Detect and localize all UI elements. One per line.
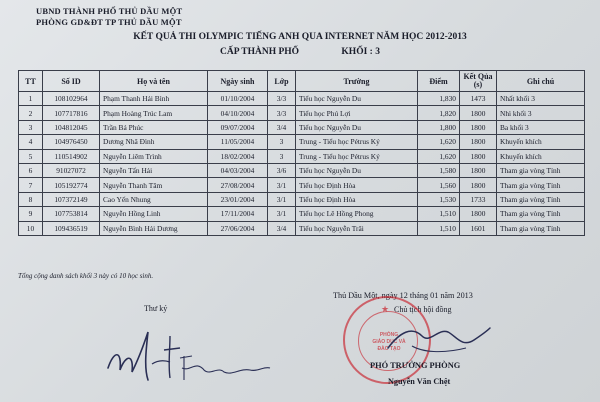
cell-score: 1,510: [418, 207, 460, 221]
table-row: [19, 207, 585, 221]
cell-note: Tham gia vòng Tỉnh: [497, 207, 585, 221]
cell-class: 3/3: [268, 106, 296, 120]
cell-score: 1,620: [418, 149, 460, 163]
stamp-text-line3: ĐÀO TẠO: [377, 346, 401, 352]
col-header-school: Trường: [296, 71, 418, 92]
cell-dob: 27/06/2004: [208, 221, 268, 235]
cell-dob: 27/08/2004: [208, 178, 268, 192]
cell-class: 3/4: [268, 221, 296, 235]
cell-tt: 2: [19, 106, 43, 120]
cell-score: 1,560: [418, 178, 460, 192]
cell-tt: 8: [19, 192, 43, 206]
cell-dob: 09/07/2004: [208, 120, 268, 134]
col-header-tt: TT: [19, 71, 43, 92]
cell-tt: 6: [19, 163, 43, 177]
cell-time: 1473: [460, 92, 497, 106]
cell-id: 104812045: [43, 120, 100, 134]
cell-time: 1800: [460, 120, 497, 134]
cell-note: Tham gia vòng Tỉnh: [497, 221, 585, 235]
cell-name: Nguyễn Liêm Trình: [100, 149, 208, 163]
cell-class: 3/4: [268, 120, 296, 134]
cell-time: 1601: [460, 221, 497, 235]
cell-school: Tiểu học Lê Hồng Phong: [296, 207, 418, 221]
cell-dob: 23/01/2004: [208, 192, 268, 206]
place-date: Thủ Dầu Một, ngày 12 tháng 01 năm 2013: [333, 291, 473, 300]
cell-id: 107717816: [43, 106, 100, 120]
cell-tt: 10: [19, 221, 43, 235]
level-label: CẤP THÀNH PHỐ: [220, 47, 300, 57]
cell-time: 1800: [460, 207, 497, 221]
cell-name: Nguyễn Bình Hải Dương: [100, 221, 208, 235]
document-subtitle: [0, 47, 600, 57]
col-header-dob: Ngày sinh: [208, 71, 268, 92]
cell-note: Tham gia vòng Tỉnh: [497, 163, 585, 177]
cell-score: 1,830: [418, 92, 460, 106]
cell-name: Nguyễn Hồng Linh: [100, 207, 208, 221]
cell-school: Trung - Tiểu học Pétrus Ký: [296, 149, 418, 163]
cell-dob: 17/11/2004: [208, 207, 268, 221]
cell-school: Tiểu học Phú Lợi: [296, 106, 418, 120]
org-name-line2: PHÒNG GD&ĐT TP THỦ DẦU MỘT: [36, 17, 182, 27]
secretary-title: Thư ký: [144, 304, 168, 313]
cell-school: Tiểu học Nguyễn Du: [296, 92, 418, 106]
cell-school: Tiểu học Định Hòa: [296, 192, 418, 206]
cell-school: Tiểu học Định Hòa: [296, 178, 418, 192]
table-row: [19, 92, 585, 106]
cell-tt: 4: [19, 135, 43, 149]
cell-id: 110514902: [43, 149, 100, 163]
cell-name: Phạm Thanh Hải Bình: [100, 92, 208, 106]
cell-name: Dương Nhã Đình: [100, 135, 208, 149]
cell-score: 1,620: [418, 135, 460, 149]
cell-class: 3/1: [268, 207, 296, 221]
cell-id: 91027072: [43, 163, 100, 177]
org-name-line1: UBND THÀNH PHỐ THỦ DẦU MỘT: [36, 6, 183, 16]
cell-id: 107753814: [43, 207, 100, 221]
cell-time: 1800: [460, 163, 497, 177]
cell-tt: 7: [19, 178, 43, 192]
cell-name: Trần Bá Phúc: [100, 120, 208, 134]
secretary-signature: [100, 320, 275, 390]
signer-name: Nguyễn Văn Chệt: [388, 377, 451, 386]
grade-label: KHỐI : 3: [341, 47, 380, 57]
cell-class: 3: [268, 135, 296, 149]
table-row: [19, 192, 585, 206]
cell-class: 3/3: [268, 92, 296, 106]
cell-class: 3/1: [268, 192, 296, 206]
cell-school: Tiểu học Nguyễn Du: [296, 163, 418, 177]
cell-tt: 1: [19, 92, 43, 106]
col-header-name: Họ và tên: [100, 71, 208, 92]
cell-note: Ba khối 3: [497, 120, 585, 134]
col-header-time: Kết Qủa (s): [460, 71, 497, 92]
col-header-note: Ghi chú: [497, 71, 585, 92]
cell-id: 108102964: [43, 92, 100, 106]
summary-note: Tổng cộng danh sách khối 3 này có 10 học sinh.: [18, 272, 154, 280]
cell-name: Cao Yến Nhung: [100, 192, 208, 206]
cell-school: Tiểu học Nguyễn Du: [296, 120, 418, 134]
cell-time: 1800: [460, 135, 497, 149]
col-header-id: Số ID: [43, 71, 100, 92]
cell-tt: 3: [19, 120, 43, 134]
cell-id: 107372149: [43, 192, 100, 206]
cell-id: 105192774: [43, 178, 100, 192]
table-row: [19, 221, 585, 235]
cell-score: 1,800: [418, 120, 460, 134]
table-row: [19, 178, 585, 192]
cell-dob: 01/10/2004: [208, 92, 268, 106]
cell-tt: 5: [19, 149, 43, 163]
star-icon: ★: [381, 304, 390, 314]
cell-time: 1800: [460, 106, 497, 120]
cell-note: Nhì khối 3: [497, 106, 585, 120]
cell-note: Tham gia vòng Tỉnh: [497, 178, 585, 192]
cell-id: 109436519: [43, 221, 100, 235]
table-row: [19, 135, 585, 149]
cell-id: 104976450: [43, 135, 100, 149]
cell-name: Nguyễn Tấn Hải: [100, 163, 208, 177]
cell-tt: 9: [19, 207, 43, 221]
cell-dob: 11/05/2004: [208, 135, 268, 149]
table-header-row: [19, 71, 585, 92]
table-row: [19, 163, 585, 177]
cell-school: Tiểu học Nguyễn Trãi: [296, 221, 418, 235]
cell-school: Trung - Tiểu học Pétrus Ký: [296, 135, 418, 149]
cell-time: 1800: [460, 178, 497, 192]
cell-dob: 04/03/2004: [208, 163, 268, 177]
document-title: KẾT QUẢ THI OLYMPIC TIẾNG ANH QUA INTERNET NĂM HỌC 2012-2013: [133, 32, 467, 42]
table-body: [19, 92, 585, 236]
cell-class: 3/1: [268, 178, 296, 192]
cell-time: 1733: [460, 192, 497, 206]
cell-dob: 18/02/2004: [208, 149, 268, 163]
signer-position: PHÓ TRƯỞNG PHÒNG: [370, 361, 461, 370]
cell-note: Khuyến khích: [497, 135, 585, 149]
cell-score: 1,530: [418, 192, 460, 206]
results-table: [18, 70, 585, 236]
chair-title: Chủ tịch hội đồng: [394, 305, 452, 314]
cell-class: 3: [268, 149, 296, 163]
table-row: [19, 106, 585, 120]
cell-score: 1,510: [418, 221, 460, 235]
col-header-class: Lớp: [268, 71, 296, 92]
cell-class: 3/6: [268, 163, 296, 177]
table-row: [19, 120, 585, 134]
stamp-text-line2: GIÁO DỤC VÀ: [372, 339, 406, 345]
cell-note: Nhất khối 3: [497, 92, 585, 106]
cell-note: Khuyến khích: [497, 149, 585, 163]
cell-score: 1,580: [418, 163, 460, 177]
cell-score: 1,820: [418, 106, 460, 120]
cell-name: Phạm Hoàng Trúc Lam: [100, 106, 208, 120]
cell-name: Nguyễn Thanh Tâm: [100, 178, 208, 192]
stamp-text-line1: PHÒNG: [379, 332, 399, 338]
cell-time: 1800: [460, 149, 497, 163]
cell-dob: 04/10/2004: [208, 106, 268, 120]
cell-note: Tham gia vòng Tỉnh: [497, 192, 585, 206]
table-row: [19, 149, 585, 163]
col-header-score: Điểm: [418, 71, 460, 92]
chair-signature: [382, 318, 492, 363]
